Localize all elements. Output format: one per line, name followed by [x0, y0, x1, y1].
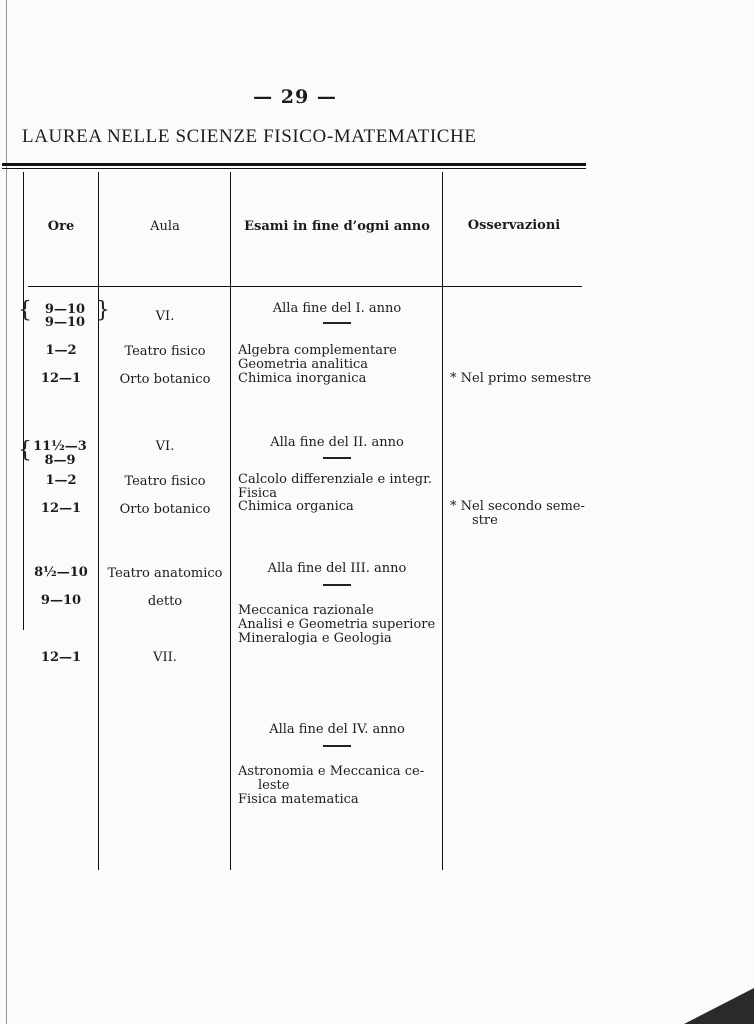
aula-y3-1: Teatro anatomico: [107, 566, 223, 581]
note-y1: * Nel primo semestre: [450, 371, 592, 386]
aula-y3-2: detto: [147, 594, 183, 609]
esame-y3-2: Analisi e Geometria superiore: [238, 617, 436, 632]
ore-y2-1: 11½—3: [33, 439, 87, 454]
ore-y1-4: 12—1: [40, 371, 82, 386]
ore-y3-2: 9—10: [40, 593, 82, 608]
col-line-2: [98, 172, 99, 870]
esame-y1-3: Chimica inorganica: [238, 371, 367, 386]
aula-y1-1: VI.: [155, 309, 175, 324]
note-y2-line2: stre: [472, 513, 498, 528]
esame-y2-1: Calcolo differenziale e integr.: [238, 472, 433, 487]
ore-y3-1: 8½—10: [34, 565, 88, 580]
header-osservazioni: Osservazioni: [467, 218, 561, 233]
ore-y2-2: 8—9: [44, 453, 76, 468]
esame-y4-line3: Fisica matematica: [238, 792, 359, 807]
page-title: LAUREA NELLE SCIENZE FISICO-MATEMATICHE: [22, 126, 477, 147]
ore-y2-3: 1—2: [45, 473, 77, 488]
header-esami: Esami in fine d’ogni anno: [244, 219, 430, 234]
page-corner-shadow: [684, 988, 754, 1024]
ore-y1-3: 1—2: [45, 343, 77, 358]
header-rule: [28, 286, 582, 287]
aula-y2-1: VI.: [155, 439, 175, 454]
esame-y2-2: Fisica: [238, 486, 278, 501]
heading-year4: Alla fine del IV. anno: [269, 722, 405, 737]
divider-year2: [323, 457, 351, 459]
top-rule-thick: [2, 163, 586, 166]
col-line-1: [23, 172, 24, 630]
esame-y2-3: Chimica organica: [238, 499, 354, 514]
col-line-3: [230, 172, 231, 870]
esame-y4-line1: Astronomia e Meccanica ce-: [238, 764, 425, 779]
esame-y3-3: Mineralogia e Geologia: [238, 631, 392, 646]
top-rule-thin: [2, 168, 586, 169]
ore-y2-4: 12—1: [40, 501, 82, 516]
ore-y1-2: 9—10: [44, 315, 86, 330]
brace-left-1: {: [18, 298, 32, 323]
esame-y3-1: Meccanica razionale: [238, 603, 374, 618]
ore-y3-3: 12—1: [40, 650, 82, 665]
brace-left-2: {: [18, 438, 32, 463]
divider-year1: [323, 322, 351, 324]
col-line-4: [442, 172, 443, 870]
aula-y3-3: VII.: [153, 650, 177, 665]
heading-year1: Alla fine del I. anno: [272, 301, 402, 316]
divider-year3: [323, 584, 351, 586]
aula-y1-2: Teatro fisico: [124, 344, 206, 359]
aula-y1-3: Orto botanico: [119, 372, 211, 387]
aula-y2-2: Teatro fisico: [124, 474, 206, 489]
header-aula: Aula: [150, 219, 180, 234]
aula-y2-3: Orto botanico: [119, 502, 211, 517]
heading-year2: Alla fine del II. anno: [270, 435, 404, 450]
brace-right-1: }: [96, 298, 110, 323]
heading-year3: Alla fine del III. anno: [267, 561, 407, 576]
divider-year4: [323, 745, 351, 747]
note-y2-line1: * Nel secondo seme-: [450, 499, 585, 514]
header-ore: Ore: [47, 219, 75, 234]
esame-y1-2: Geometria analitica: [238, 357, 369, 372]
page-left-edge: [6, 0, 7, 1024]
page-number: — 29 —: [253, 86, 337, 108]
ore-y1-1: 9—10: [44, 302, 86, 317]
esame-y4-line2: leste: [258, 778, 290, 793]
esame-y1-1: Algebra complementare: [238, 343, 397, 358]
